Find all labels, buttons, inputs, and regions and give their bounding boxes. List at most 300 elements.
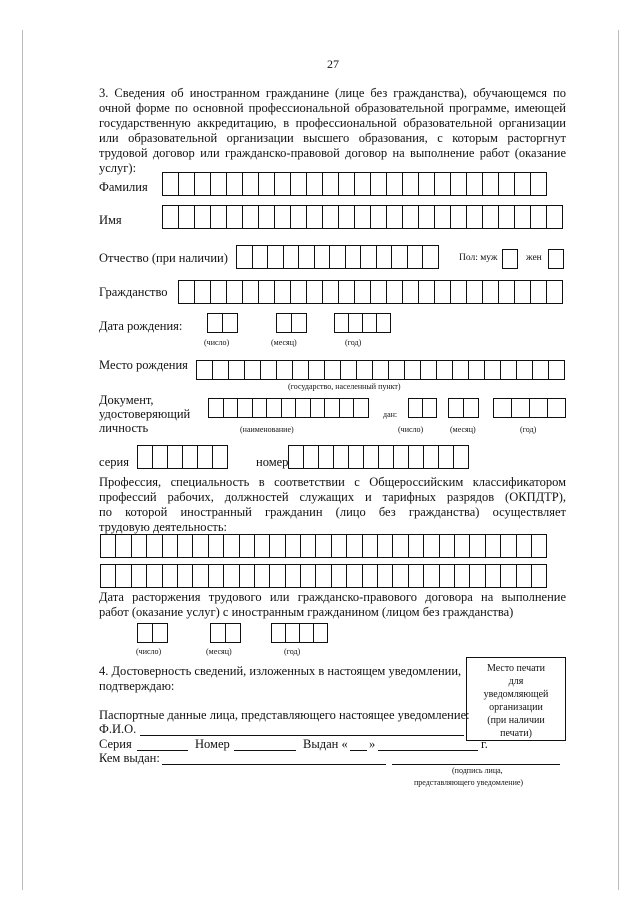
char-cell[interactable] xyxy=(242,205,259,229)
char-cell[interactable] xyxy=(244,360,261,380)
char-cell[interactable] xyxy=(407,245,424,269)
char-cell[interactable] xyxy=(152,623,168,643)
profession-line: по которой иностранный гражданин (лицо без гражданства) осуществляет xyxy=(99,505,566,519)
char-cell[interactable] xyxy=(418,172,435,196)
char-cell[interactable] xyxy=(322,280,339,304)
char-cell[interactable] xyxy=(299,623,314,643)
char-cell[interactable] xyxy=(500,564,516,588)
char-cell[interactable] xyxy=(223,564,239,588)
char-cell[interactable] xyxy=(466,205,483,229)
char-cell[interactable] xyxy=(338,172,355,196)
char-cell[interactable] xyxy=(548,249,564,269)
char-cell[interactable] xyxy=(463,398,479,418)
profession-line: Профессия, специальность в соответствии с Общероссийским классификатором xyxy=(99,475,566,489)
char-cell[interactable] xyxy=(137,445,153,469)
char-cell[interactable] xyxy=(115,534,131,558)
birth-day-cells[interactable] xyxy=(207,313,238,333)
char-cell[interactable] xyxy=(514,172,531,196)
passport-number-label: Номер xyxy=(195,737,230,751)
char-cell[interactable] xyxy=(514,205,531,229)
char-cell[interactable] xyxy=(306,280,323,304)
char-cell[interactable] xyxy=(345,245,362,269)
term-month-caption: (месяц) xyxy=(206,647,232,656)
char-cell[interactable] xyxy=(292,360,309,380)
month-caption: (месяц) xyxy=(271,338,297,347)
char-cell[interactable] xyxy=(162,564,178,588)
char-cell[interactable] xyxy=(258,280,275,304)
heading-line: услуг): xyxy=(99,161,137,175)
char-cell[interactable] xyxy=(453,445,469,469)
stamp-line: для xyxy=(508,676,524,687)
char-cell[interactable] xyxy=(530,280,547,304)
char-cell[interactable] xyxy=(208,534,224,558)
char-cell[interactable] xyxy=(226,280,243,304)
char-cell[interactable] xyxy=(354,280,371,304)
char-cell[interactable] xyxy=(450,172,467,196)
char-cell[interactable] xyxy=(376,245,393,269)
char-cell[interactable] xyxy=(260,360,277,380)
char-cell[interactable] xyxy=(223,534,239,558)
char-cell[interactable] xyxy=(258,172,275,196)
profession-cells-row2[interactable] xyxy=(100,564,547,588)
char-cell[interactable] xyxy=(210,280,227,304)
char-cell[interactable] xyxy=(162,172,179,196)
char-cell[interactable] xyxy=(466,172,483,196)
document-name-caption: (наименование) xyxy=(240,425,294,434)
profession-cells-row1[interactable] xyxy=(100,534,547,558)
document-label-line: личность xyxy=(99,421,149,435)
char-cell[interactable] xyxy=(482,172,499,196)
char-cell[interactable] xyxy=(388,360,405,380)
patronymic-label: Отчество (при наличии) xyxy=(99,251,228,265)
char-cell[interactable] xyxy=(274,172,291,196)
section4-heading-line: подтверждаю: xyxy=(99,679,175,693)
char-cell[interactable] xyxy=(162,534,178,558)
char-cell[interactable] xyxy=(331,564,347,588)
char-cell[interactable] xyxy=(348,313,363,333)
char-cell[interactable] xyxy=(308,360,325,380)
char-cell[interactable] xyxy=(377,564,393,588)
char-cell[interactable] xyxy=(372,360,389,380)
document-label-line: удостоверяющий xyxy=(99,407,191,421)
char-cell[interactable] xyxy=(346,564,362,588)
char-cell[interactable] xyxy=(290,205,307,229)
birthplace-cells[interactable] xyxy=(196,360,565,380)
char-cell[interactable] xyxy=(408,534,424,558)
char-cell[interactable] xyxy=(252,245,269,269)
char-cell[interactable] xyxy=(408,398,423,418)
char-cell[interactable] xyxy=(340,360,357,380)
char-cell[interactable] xyxy=(516,360,533,380)
char-cell[interactable] xyxy=(360,245,377,269)
char-cell[interactable] xyxy=(295,398,311,418)
char-cell[interactable] xyxy=(329,245,346,269)
document-label-line: Документ, xyxy=(99,393,154,407)
sex-male-cell[interactable] xyxy=(502,249,518,269)
char-cell[interactable] xyxy=(498,205,515,229)
signature-caption-line: представляющего уведомление) xyxy=(414,778,524,787)
char-cell[interactable] xyxy=(281,398,297,418)
char-cell[interactable] xyxy=(182,445,198,469)
char-cell[interactable] xyxy=(318,445,334,469)
fio-label: Ф.И.О. xyxy=(99,722,137,736)
char-cell[interactable] xyxy=(115,564,131,588)
page-left-edge xyxy=(22,30,23,890)
series-label: серия xyxy=(99,455,129,469)
char-cell[interactable] xyxy=(291,313,307,333)
page-right-edge xyxy=(618,30,619,890)
issued-by-label: Кем выдан: xyxy=(99,751,160,765)
char-cell[interactable] xyxy=(500,534,516,558)
char-cell[interactable] xyxy=(377,534,393,558)
char-cell[interactable] xyxy=(306,172,323,196)
char-cell[interactable] xyxy=(313,623,328,643)
char-cell[interactable] xyxy=(531,534,547,558)
char-cell[interactable] xyxy=(422,398,437,418)
char-cell[interactable] xyxy=(254,534,270,558)
char-cell[interactable] xyxy=(356,360,373,380)
char-cell[interactable] xyxy=(386,172,403,196)
term-year-cells[interactable] xyxy=(271,623,328,643)
char-cell[interactable] xyxy=(242,172,259,196)
signature-caption-line: (подпись лица, xyxy=(452,766,503,775)
char-cell[interactable] xyxy=(137,623,153,643)
char-cell[interactable] xyxy=(303,445,319,469)
char-cell[interactable] xyxy=(237,398,253,418)
char-cell[interactable] xyxy=(498,172,515,196)
char-cell[interactable] xyxy=(408,564,424,588)
heading-line: трудовой договор или гражданско-правовой договор на выполнение работ (оказание xyxy=(99,146,566,160)
char-cell[interactable] xyxy=(438,445,454,469)
char-cell[interactable] xyxy=(274,280,291,304)
stamp-line: уведомляющей xyxy=(483,689,549,700)
char-cell[interactable] xyxy=(194,280,211,304)
char-cell[interactable] xyxy=(482,205,499,229)
char-cell[interactable] xyxy=(269,564,285,588)
issued-by-field[interactable] xyxy=(162,764,386,765)
char-cell[interactable] xyxy=(271,623,286,643)
fio-field[interactable] xyxy=(140,735,464,736)
char-cell[interactable] xyxy=(423,534,439,558)
doc-month-cells[interactable] xyxy=(448,398,479,418)
char-cell[interactable] xyxy=(131,564,147,588)
char-cell[interactable] xyxy=(362,313,377,333)
char-cell[interactable] xyxy=(408,445,424,469)
char-cell[interactable] xyxy=(353,398,369,418)
char-cell[interactable] xyxy=(338,205,355,229)
char-cell[interactable] xyxy=(146,564,162,588)
char-cell[interactable] xyxy=(423,564,439,588)
char-cell[interactable] xyxy=(269,534,285,558)
char-cell[interactable] xyxy=(208,398,224,418)
char-cell[interactable] xyxy=(334,313,349,333)
char-cell[interactable] xyxy=(177,564,193,588)
char-cell[interactable] xyxy=(290,172,307,196)
char-cell[interactable] xyxy=(276,360,293,380)
term-day-caption: (число) xyxy=(136,647,162,656)
doc-day-cells[interactable] xyxy=(408,398,437,418)
char-cell[interactable] xyxy=(324,360,341,380)
citizenship-label: Гражданство xyxy=(99,285,168,299)
char-cell[interactable] xyxy=(530,172,547,196)
char-cell[interactable] xyxy=(178,280,195,304)
char-cell[interactable] xyxy=(485,564,501,588)
char-cell[interactable] xyxy=(276,313,292,333)
stamp-line: Место печати xyxy=(486,663,546,674)
char-cell[interactable] xyxy=(516,534,532,558)
char-cell[interactable] xyxy=(370,172,387,196)
char-cell[interactable] xyxy=(346,534,362,558)
char-cell[interactable] xyxy=(362,534,378,558)
issued-date-label: Выдан « xyxy=(303,737,348,751)
char-cell[interactable] xyxy=(392,534,408,558)
char-cell[interactable] xyxy=(222,313,238,333)
char-cell[interactable] xyxy=(514,280,531,304)
char-cell[interactable] xyxy=(167,445,183,469)
heading-line: очной форме по основной профессиональной образовательной программе, имеющей xyxy=(99,101,566,115)
char-cell[interactable] xyxy=(306,205,323,229)
char-cell[interactable] xyxy=(242,280,259,304)
char-cell[interactable] xyxy=(152,445,168,469)
char-cell[interactable] xyxy=(469,564,485,588)
issued-month-year-field[interactable] xyxy=(378,750,478,751)
char-cell[interactable] xyxy=(223,398,239,418)
day-caption: (число) xyxy=(204,338,230,347)
year-caption: (год) xyxy=(345,338,362,347)
char-cell[interactable] xyxy=(210,205,227,229)
char-cell[interactable] xyxy=(274,205,291,229)
doc-day-caption: (число) xyxy=(398,425,424,434)
char-cell[interactable] xyxy=(423,445,439,469)
char-cell[interactable] xyxy=(212,445,228,469)
char-cell[interactable] xyxy=(434,280,451,304)
term-month-cells[interactable] xyxy=(210,623,241,643)
birth-month-cells[interactable] xyxy=(276,313,307,333)
char-cell[interactable] xyxy=(210,623,226,643)
stamp-line: организации xyxy=(489,702,543,713)
char-cell[interactable] xyxy=(131,534,147,558)
char-cell[interactable] xyxy=(236,245,253,269)
char-cell[interactable] xyxy=(207,313,223,333)
char-cell[interactable] xyxy=(516,564,532,588)
char-cell[interactable] xyxy=(402,172,419,196)
char-cell[interactable] xyxy=(267,245,284,269)
stamp-box xyxy=(466,657,566,741)
char-cell[interactable] xyxy=(418,205,435,229)
stamp-line: печати) xyxy=(500,728,532,739)
birthplace-caption: (государство, населенный пункт) xyxy=(288,382,401,391)
char-cell[interactable] xyxy=(354,205,371,229)
char-cell[interactable] xyxy=(386,205,403,229)
char-cell[interactable] xyxy=(210,172,227,196)
char-cell[interactable] xyxy=(178,172,195,196)
char-cell[interactable] xyxy=(482,280,499,304)
page-number: 27 xyxy=(327,57,339,71)
char-cell[interactable] xyxy=(468,360,485,380)
char-cell[interactable] xyxy=(298,245,315,269)
char-cell[interactable] xyxy=(315,564,331,588)
char-cell[interactable] xyxy=(300,564,316,588)
char-cell[interactable] xyxy=(252,398,268,418)
char-cell[interactable] xyxy=(322,205,339,229)
char-cell[interactable] xyxy=(485,534,501,558)
char-cell[interactable] xyxy=(529,398,548,418)
char-cell[interactable] xyxy=(192,564,208,588)
char-cell[interactable] xyxy=(402,205,419,229)
char-cell[interactable] xyxy=(363,445,379,469)
surname-cells[interactable] xyxy=(162,172,547,196)
name-cells[interactable] xyxy=(162,205,563,229)
char-cell[interactable] xyxy=(146,534,162,558)
signature-field[interactable] xyxy=(392,764,560,765)
stamp-line: (при наличии xyxy=(487,715,545,726)
char-cell[interactable] xyxy=(290,280,307,304)
char-cell[interactable] xyxy=(254,564,270,588)
char-cell[interactable] xyxy=(197,445,213,469)
year-suffix: г. xyxy=(481,737,488,751)
char-cell[interactable] xyxy=(454,534,470,558)
char-cell[interactable] xyxy=(434,172,451,196)
profession-line: трудовую деятельность: xyxy=(99,520,228,534)
char-cell[interactable] xyxy=(178,205,195,229)
char-cell[interactable] xyxy=(324,398,340,418)
sex-male-label: Пол: муж xyxy=(459,253,498,263)
char-cell[interactable] xyxy=(228,360,245,380)
char-cell[interactable] xyxy=(100,534,116,558)
char-cell[interactable] xyxy=(450,280,467,304)
char-cell[interactable] xyxy=(434,205,451,229)
char-cell[interactable] xyxy=(391,245,408,269)
char-cell[interactable] xyxy=(439,534,455,558)
char-cell[interactable] xyxy=(548,360,565,380)
char-cell[interactable] xyxy=(208,564,224,588)
char-cell[interactable] xyxy=(404,360,421,380)
char-cell[interactable] xyxy=(376,313,391,333)
char-cell[interactable] xyxy=(466,280,483,304)
char-cell[interactable] xyxy=(196,360,213,380)
char-cell[interactable] xyxy=(194,172,211,196)
char-cell[interactable] xyxy=(546,205,563,229)
char-cell[interactable] xyxy=(322,172,339,196)
birthplace-label: Место рождения xyxy=(99,358,188,372)
passport-number-field[interactable] xyxy=(234,750,296,751)
char-cell[interactable] xyxy=(402,280,419,304)
char-cell[interactable] xyxy=(331,534,347,558)
char-cell[interactable] xyxy=(370,280,387,304)
char-cell[interactable] xyxy=(502,249,518,269)
profession-line: профессий рабочих, должностей служащих и тарифных разрядов (ОКПДТР), xyxy=(99,490,566,504)
char-cell[interactable] xyxy=(194,205,211,229)
citizenship-cells[interactable] xyxy=(178,280,563,304)
char-cell[interactable] xyxy=(285,623,300,643)
char-cell[interactable] xyxy=(546,280,563,304)
char-cell[interactable] xyxy=(100,564,116,588)
issued-mid-mark: » xyxy=(369,737,376,751)
char-cell[interactable] xyxy=(162,205,179,229)
char-cell[interactable] xyxy=(436,360,453,380)
char-cell[interactable] xyxy=(314,245,331,269)
heading-line: государственную аккредитацию, в профессиональной образовательной организации xyxy=(99,116,566,130)
number-cells[interactable] xyxy=(288,445,469,469)
char-cell[interactable] xyxy=(530,205,547,229)
number-label: номер xyxy=(256,455,289,469)
name-label: Имя xyxy=(99,213,122,227)
char-cell[interactable] xyxy=(452,360,469,380)
char-cell[interactable] xyxy=(422,245,439,269)
char-cell[interactable] xyxy=(239,534,255,558)
char-cell[interactable] xyxy=(315,534,331,558)
char-cell[interactable] xyxy=(393,445,409,469)
char-cell[interactable] xyxy=(378,445,394,469)
char-cell[interactable] xyxy=(469,534,485,558)
char-cell[interactable] xyxy=(362,564,378,588)
char-cell[interactable] xyxy=(226,172,243,196)
char-cell[interactable] xyxy=(500,360,517,380)
char-cell[interactable] xyxy=(310,398,326,418)
char-cell[interactable] xyxy=(450,205,467,229)
term-day-cells[interactable] xyxy=(137,623,168,643)
heading-line: 3. Сведения об иностранном гражданине (лице без гражданства), обучающемся по xyxy=(99,86,566,100)
char-cell[interactable] xyxy=(177,534,193,558)
char-cell[interactable] xyxy=(547,398,566,418)
issued-day-field[interactable] xyxy=(350,750,367,751)
char-cell[interactable] xyxy=(511,398,530,418)
char-cell[interactable] xyxy=(484,360,501,380)
char-cell[interactable] xyxy=(283,245,300,269)
char-cell[interactable] xyxy=(285,564,301,588)
sex-female-label: жен xyxy=(526,253,542,263)
char-cell[interactable] xyxy=(348,445,364,469)
char-cell[interactable] xyxy=(370,205,387,229)
term-year-caption: (год) xyxy=(284,647,301,656)
char-cell[interactable] xyxy=(192,534,208,558)
char-cell[interactable] xyxy=(300,534,316,558)
passport-series-label: Серия xyxy=(99,737,132,751)
char-cell[interactable] xyxy=(288,445,304,469)
char-cell[interactable] xyxy=(493,398,512,418)
char-cell[interactable] xyxy=(448,398,464,418)
char-cell[interactable] xyxy=(333,445,349,469)
series-cells[interactable] xyxy=(137,445,228,469)
char-cell[interactable] xyxy=(226,205,243,229)
char-cell[interactable] xyxy=(285,534,301,558)
passport-label: Паспортные данные лица, представляющего настоящее уведомление: xyxy=(99,708,470,722)
char-cell[interactable] xyxy=(258,205,275,229)
doc-year-cells[interactable] xyxy=(493,398,566,418)
char-cell[interactable] xyxy=(392,564,408,588)
document-name-cells[interactable] xyxy=(208,398,369,418)
char-cell[interactable] xyxy=(212,360,229,380)
char-cell[interactable] xyxy=(339,398,355,418)
char-cell[interactable] xyxy=(531,564,547,588)
char-cell[interactable] xyxy=(266,398,282,418)
char-cell[interactable] xyxy=(225,623,241,643)
patronymic-cells[interactable] xyxy=(236,245,439,269)
char-cell[interactable] xyxy=(532,360,549,380)
char-cell[interactable] xyxy=(439,564,455,588)
char-cell[interactable] xyxy=(418,280,435,304)
char-cell[interactable] xyxy=(454,564,470,588)
sex-female-cell[interactable] xyxy=(548,249,564,269)
birth-year-cells[interactable] xyxy=(334,313,391,333)
char-cell[interactable] xyxy=(420,360,437,380)
char-cell[interactable] xyxy=(338,280,355,304)
char-cell[interactable] xyxy=(239,564,255,588)
char-cell[interactable] xyxy=(498,280,515,304)
termination-line: работ (оказание услуг) с иностранным гражданином (лицом без гражданства) xyxy=(99,605,514,619)
char-cell[interactable] xyxy=(354,172,371,196)
char-cell[interactable] xyxy=(386,280,403,304)
